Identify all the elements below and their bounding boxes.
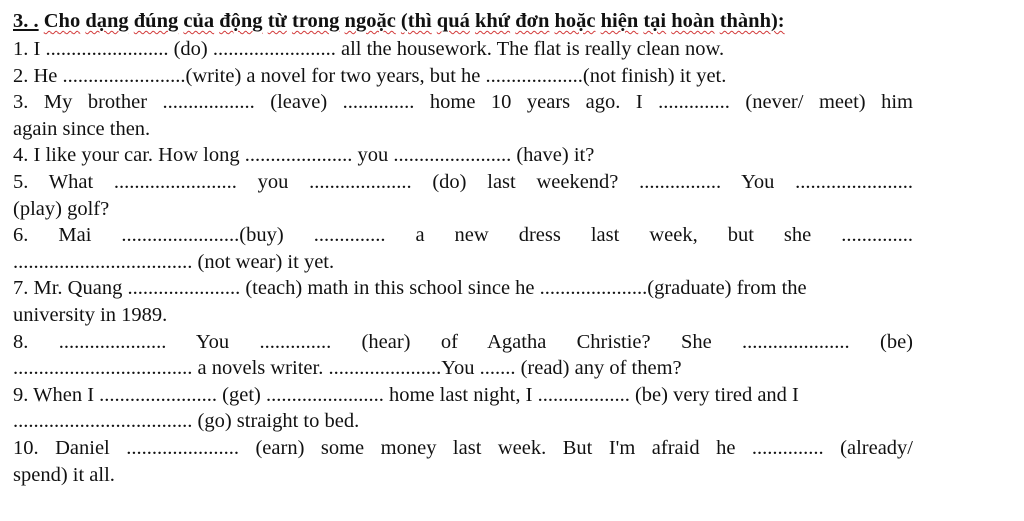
question-7-line: 7. Mr. Quang ...................... (teach) math in this school since he .....................(graduate) from the (13, 277, 807, 300)
question-9-line: 9. When I ....................... (get) ....................... home last night, I .................. (be) very tired and I (13, 383, 799, 406)
question-8-line: 8. ..................... You .............. (hear) of Agatha Christie? She ..................... (be) (13, 330, 913, 353)
heading-word: tại (643, 10, 667, 32)
heading-word: hiện (600, 10, 639, 32)
exercise-heading (13, 8, 913, 36)
heading-word: Cho (43, 10, 81, 32)
question-7-continuation: university in 1989. (13, 303, 168, 326)
question-5-line: 5. What ........................ you .................... (do) last weekend? ................ You ....................... (13, 170, 913, 193)
question-2-line: 2. He ........................(write) a novel for two years, but he ...................(not finish) it yet. (13, 64, 727, 87)
question-9-continuation: ................................... (go) straight to bed. (13, 410, 360, 433)
question-10-line: 10. Daniel ...................... (earn) some money last week. But I'm afraid he .............. (already/ (13, 436, 913, 459)
heading-word: động (219, 10, 263, 32)
exercise-page (13, 8, 913, 488)
question-6-line: 6. Mai .......................(buy) .............. a new dress last week, but she .............. (13, 224, 913, 247)
question-4-line: 4. I like your car. How long ..................... you ....................... (have) it? (13, 144, 595, 167)
question-8-continuation: ................................... a novels writer. ......................You ....... (read) any of them? (13, 357, 682, 380)
heading-word: đơn (515, 10, 550, 32)
heading-word: khứ (474, 10, 511, 32)
heading-word: hoặc (554, 10, 596, 32)
heading-word: hoàn (671, 10, 715, 32)
heading-word: trong (291, 10, 340, 32)
question-3-continuation: again since then. (13, 117, 151, 140)
question-3-line: 3. My brother .................. (leave) .............. home 10 years ago. I .............. (never/ meet) him (13, 91, 913, 114)
heading-word: từ (267, 10, 287, 32)
heading-word: đúng (133, 10, 179, 32)
question-6-continuation: ................................... (not wear) it yet. (13, 250, 335, 273)
heading-word: dạng (85, 10, 129, 32)
question-5-continuation: (play) golf? (13, 197, 110, 220)
heading-word: thành): (719, 10, 785, 32)
question-1-line: 1. I ........................ (do) ........................ all the housework. The flat is really clean now. (13, 38, 725, 60)
heading-word: của (183, 10, 215, 32)
question-10-continuation: spend) it all. (13, 463, 115, 486)
exercise-number: 3. . (13, 10, 39, 32)
heading-word: (thì (400, 10, 432, 32)
heading-word: ngoặc (344, 10, 396, 32)
heading-word: quá (436, 10, 470, 32)
